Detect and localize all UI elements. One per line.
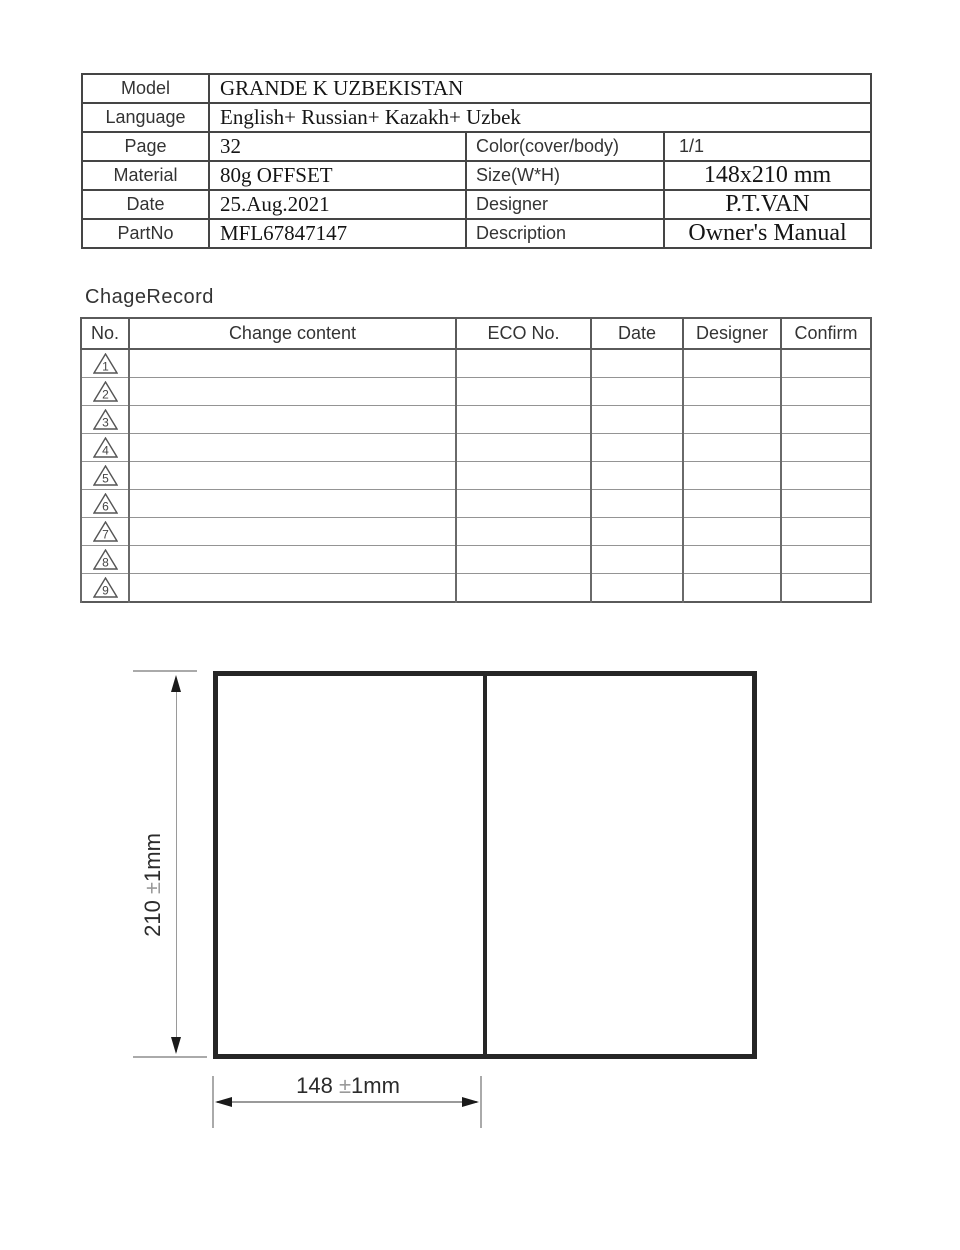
header-designer: Designer (683, 318, 781, 349)
height-dimension-label (140, 833, 166, 937)
change-record-row (81, 434, 871, 462)
svg-text:6: 6 (101, 499, 109, 514)
revision-triangle-icon (81, 546, 129, 574)
revision-triangle-icon (81, 574, 129, 603)
language-label: Language (82, 103, 209, 132)
change-record-title: ChageRecord (85, 286, 214, 308)
page-label: Page (82, 132, 209, 161)
revision-triangle-icon (81, 434, 129, 462)
spec-row-date (82, 190, 871, 219)
revision-triangle-icon (81, 490, 129, 518)
header-confirm: Confirm (781, 318, 871, 349)
svg-text:9: 9 (101, 583, 109, 598)
header-eco-no: ECO No. (456, 318, 591, 349)
height-plusminus: ± (140, 881, 165, 895)
designer-value: P.T.VAN (664, 190, 871, 219)
width-dimension-label (296, 1073, 400, 1099)
revision-triangle-icon (81, 349, 129, 378)
arrow-right-icon (462, 1097, 479, 1107)
height-tolerance: 1mm (140, 833, 165, 882)
size-label: Size(W*H) (466, 161, 664, 190)
description-value: Owner's Manual (664, 219, 871, 248)
change-record-table (80, 317, 872, 603)
color-label: Color(cover/body) (466, 132, 664, 161)
change-record-row (81, 378, 871, 406)
size-value: 148x210 mm (664, 161, 871, 190)
spec-row-material (82, 161, 871, 190)
spec-row-model (82, 74, 871, 103)
change-record-row (81, 518, 871, 546)
partno-label: PartNo (82, 219, 209, 248)
description-label: Description (466, 219, 664, 248)
revision-triangle-icon (81, 406, 129, 434)
change-record-row (81, 490, 871, 518)
date-label: Date (82, 190, 209, 219)
width-extension-line-left (212, 1076, 214, 1128)
svg-text:5: 5 (101, 471, 109, 486)
arrow-up-icon (171, 675, 181, 692)
width-dimension-line (217, 1101, 477, 1103)
spec-row-page (82, 132, 871, 161)
material-value: 80g OFFSET (209, 161, 466, 190)
header-change-content: Change content (129, 318, 456, 349)
svg-text:2: 2 (101, 387, 109, 402)
height-dimension-line (176, 678, 178, 1052)
svg-text:7: 7 (101, 527, 109, 542)
spec-table (81, 73, 872, 249)
header-no: No. (81, 318, 129, 349)
revision-triangle-icon (81, 378, 129, 406)
height-extension-line-bottom (133, 1056, 207, 1058)
revision-triangle-icon (81, 462, 129, 490)
header-date: Date (591, 318, 683, 349)
revision-triangle-icon (81, 518, 129, 546)
change-record-row (81, 462, 871, 490)
spec-row-language (82, 103, 871, 132)
partno-value: MFL67847147 (209, 219, 466, 248)
spec-row-partno (82, 219, 871, 248)
height-extension-line-top (133, 670, 197, 672)
width-value: 148 (296, 1073, 333, 1098)
date-value: 25.Aug.2021 (209, 190, 466, 219)
change-record-row (81, 574, 871, 603)
arrow-down-icon (171, 1037, 181, 1054)
svg-text:8: 8 (101, 555, 109, 570)
page-value: 32 (209, 132, 466, 161)
material-label: Material (82, 161, 209, 190)
change-record-row (81, 406, 871, 434)
height-value: 210 (140, 900, 165, 937)
arrow-left-icon (215, 1097, 232, 1107)
model-label: Model (82, 74, 209, 103)
color-value: 1/1 (664, 132, 871, 161)
width-tolerance: 1mm (351, 1073, 400, 1098)
svg-text:1: 1 (101, 359, 109, 374)
change-record-row (81, 349, 871, 378)
width-plusminus: ± (338, 1073, 352, 1098)
model-value: GRANDE K UZBEKISTAN (209, 74, 871, 103)
svg-text:4: 4 (101, 443, 109, 458)
page-outline-diagram (213, 671, 757, 1059)
language-value: English+ Russian+ Kazakh+ Uzbek (209, 103, 871, 132)
designer-label: Designer (466, 190, 664, 219)
width-extension-line-right (480, 1076, 482, 1128)
change-record-header-row (81, 318, 871, 349)
change-record-row (81, 546, 871, 574)
svg-text:3: 3 (101, 415, 109, 430)
page-fold-line (483, 676, 487, 1054)
